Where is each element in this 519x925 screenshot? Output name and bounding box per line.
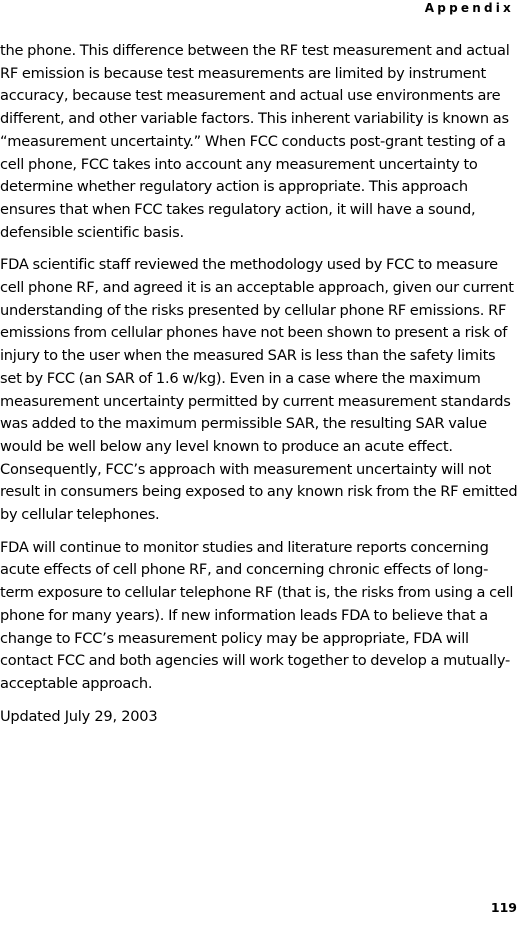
paragraph-fda-review: FDA scientific staff reviewed the methodology used by FCC to measure cell phone RF, and agreed it is an acceptable approach, given our current understanding of the risks presented by cellular phone RF emissions. RF emissions from cellular phones have not been shown to present a risk of injury to the user when the measured SAR is less than the safety limits set by FCC (an SAR of 1.6 w/kg). Even in a case where the maximum measurement uncertainty permitted by current measurement standards was added to the maximum permissible SAR, the resulting SAR value would be well below any level known to produce an acute effect. Consequently, FCC’s approach with measurement uncertainty will not result in consumers being exposed to any known risk from the RF emitted by cellular telephones. (0, 256, 518, 524)
updated-date-line: Updated July 29, 2003 (0, 707, 158, 725)
body-text (0, 40, 519, 728)
page-number: 119 (490, 900, 517, 915)
paragraph-fda-monitoring: FDA will continue to monitor studies and literature reports concerning acute effects of cell phone RF, and concerning chronic effects of long-term exposure to cellular telephone RF (that is, the risks from using a cell phone for many years). If new information leads FDA to believe that a change to FCC’s measurement policy may be appropriate, FDA will contact FCC and both agencies will work together to develop a mutually-acceptable approach. (0, 538, 514, 692)
paragraph-measurement-uncertainty: the phone. This difference between the RF test measurement and actual RF emission is because test measurements are limited by instrument accuracy, because test measurement and actual use environments are different, and other variable factors. This inherent variability is known as “measurement uncertainty.” When FCC conducts post-grant testing of a cell phone, FCC takes into account any measurement uncertainty to determine whether regulatory action is appropriate. This approach ensures that when FCC takes regulatory action, it will have a sound, defensible scientific basis. (0, 42, 510, 241)
running-header-section-title: Appendix (424, 1, 514, 15)
